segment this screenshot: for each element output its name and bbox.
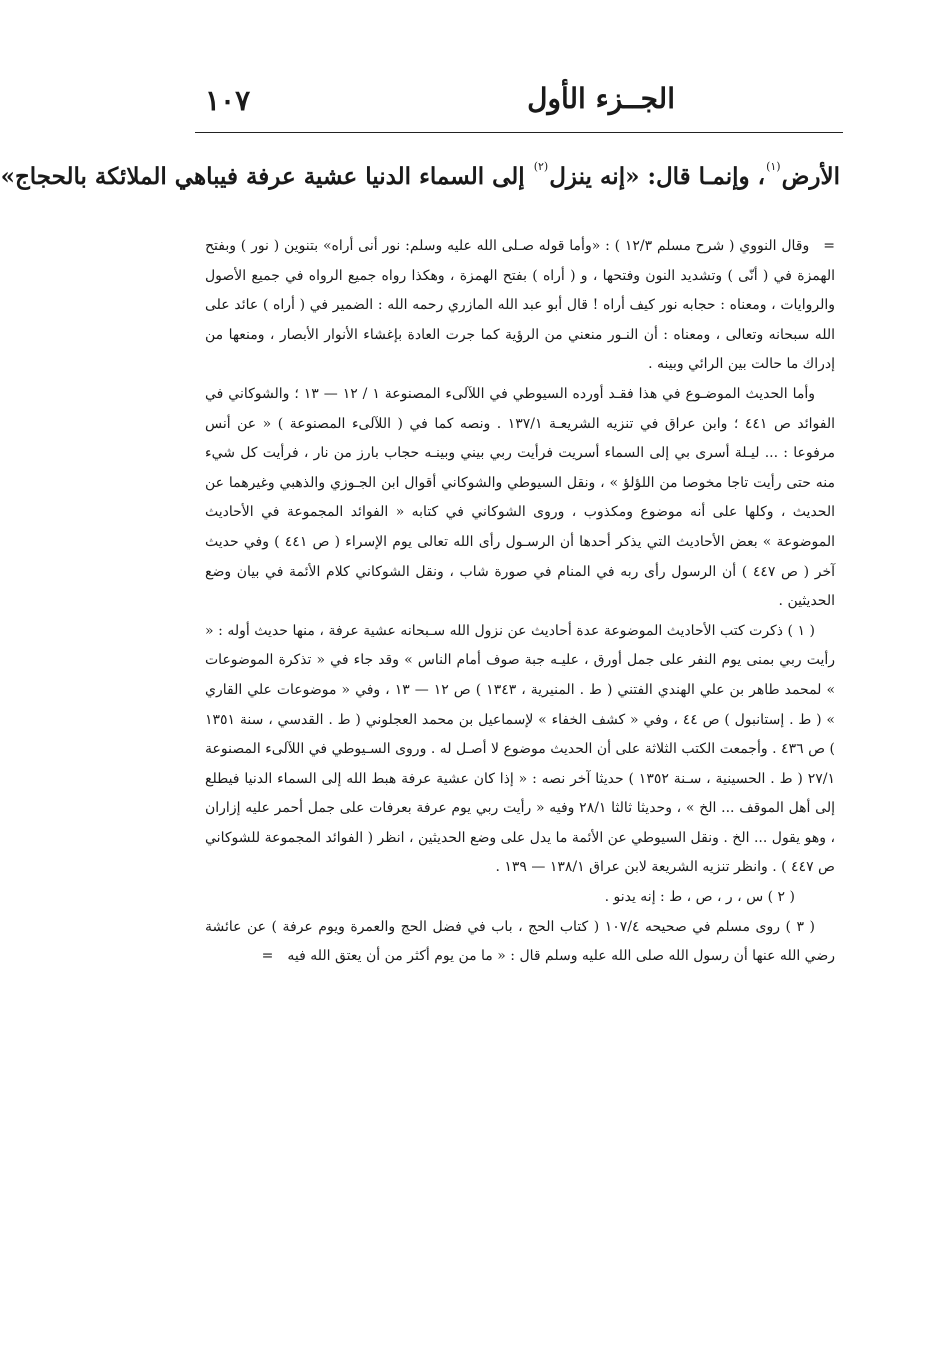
footnotes-section xyxy=(205,232,835,972)
page-number: ١٠٧ xyxy=(205,84,251,117)
main-text-line xyxy=(0,160,840,190)
main-text-middle-b: إلى السماء الدنيا عشية عرفة فيباهي الملائكة بالحجاج» xyxy=(0,163,533,190)
continuation-mark-end: = xyxy=(261,948,274,965)
footnote-paragraph-mawdu: وأما الحديث الموضـوع في هذا فقـد أورده السيوطي في اللآلىء المصنوعة ١ / ١٢ — ١٣ ؛ والشوكاني في الفوائد ص ٤٤١ ؛ وابن عراق في تنزيه الشريعـة ١٣٧/١ . ونصه كما في ( اللآلىء المصنوعة ) « عن أنس مرفوعا : ... ليـلة أسرى بي إلى السماء أسريت فرأيت ربي بيني وبينـه حجاب بارز من نار ، فرأيت كل شيء منه حتى رأيت تاجا مخوصا من اللؤلؤ » ، ونقل السيوطي والشوكاني أقوال ابن الجـوزي والذهبي وغيرهما عن الحديث ، وكلها على أنه موضوع ومكذوب ، وروى الشوكاني في كتابه « الفوائد المجموعة في الأحاديث الموضوعة » بعض الأحاديث التي يذكر أحدها أن الرسـول رأى الله تعالى يوم الإسراء ( ص ٤٤١ ) وفي حديث آخر ( ص ٤٤٧ ) أن الرسول رأى ربه في المنام في صورة شاب ، ونقل الشوكاني كلام الأئمة في بيان وضع الحديثين . xyxy=(205,385,836,610)
continuation-mark-start: = xyxy=(823,238,835,254)
footnote-marker-2: (٢) xyxy=(533,160,549,173)
part-title: الجــزء الأول xyxy=(527,82,675,115)
footnote-2: ( ٢ ) س ، ر ، ص ، ط : إنه يدنو . xyxy=(604,889,795,906)
header-rule xyxy=(195,132,843,133)
footnote-marker-1: (١) xyxy=(766,160,781,173)
footnote-1: ( ١ ) ذكرت كتب الأحاديث الموضوعة عدة أحاديث عن نزول الله سـبحانه عشية عرفة ، منها حديث أوله : « رأيت ربي بمنى يوم النفر على جمل أورق ، عليـه جبة صوف أمام الناس » وقد جاء في « تذكرة الموضوعات » لمحمد طاهر بن علي الهندي الفتني ( ط . المنيرية ، ١٣٤٣ ) ص ١٢ — ١٣ ، وفي « موضوعات علي القاري » ( ط . إستانبول ) ص ٤٤ ، وفي « كشف الخفاء » لإسماعيل بن محمد العجلوني ( ط . القدسي ، سنة ١٣٥١ ) ص ٤٣٦ . وأجمعت الكتب الثلاثة على أن الحديث موضوع لا أصـل له . وروى السـيوطي في اللآلىء المصنوعة ٢٧/١ ( ط . الحسينية ، سـنة ١٣٥٢ ) حديثا آخر نصه : « إذا كان عشية عرفة هبط الله إلى السماء الدنيا فيطلع إلى أهل الموقف ... الخ » ، وحديثا ثالثا ٢٨/١ وفيه « رأيت ربي يوم عرفة بعرفات على جمل أحمر عليه إزاران ، وهو يقول ... الخ . ونقل السيوطي عن الأئمة ما يدل على وضع الحديثين ، انظر ( الفوائد المجموعة للشوكاني ص ٤٤٧ ) . وانظر تنزيه الشريعة لابن عراق ١٣٨/١ — ١٣٩ . xyxy=(205,622,836,876)
main-text-prefix: الأرض xyxy=(781,163,840,190)
footnote-3-text: ( ٣ ) روى مسلم في صحيحه ١٠٧/٤ ( كتاب الحج ، باب في فضل الحج والعمرة ويوم عرفة ) عن عائشة رضي الله عنها أن رسول الله صلى الله عليه وسلم قال : « ما من يوم أكثر من أن يعتق الله فيه xyxy=(205,918,835,965)
main-text-middle-a: ، وإنمـا قال: «إنه ينزل xyxy=(549,163,766,190)
footnote-3 xyxy=(205,913,835,972)
nawawi-text: وقال النووي ( شرح مسلم ١٢/٣ ) : «وأما قوله صـلى الله عليه وسلم: نور أنى أراه» بتنوين ( نور ) وبفتح الهمزة في ( أنّى ) وتشديد النون وفتحها ، و ( أراه ) بفتح الهمزة ، وهكذا رواه جميع الرواه في جميع الأصول والروايات ، ومعناه : حجابه نور كيف أراه ! قال أبو عبد الله المازري رحمه الله : الضمير في ( أراه ) عائد على الله سبحانه وتعالى ، ومعناه : أن النـور منعني من الرؤية كما جرت العادة بإغشاء الأنوار الأبصار ، ومنعها من إدراك ما حالت بين الرائي وبينه . xyxy=(205,238,835,373)
running-header xyxy=(205,82,825,122)
footnote-continuation-nawawi xyxy=(205,232,835,380)
